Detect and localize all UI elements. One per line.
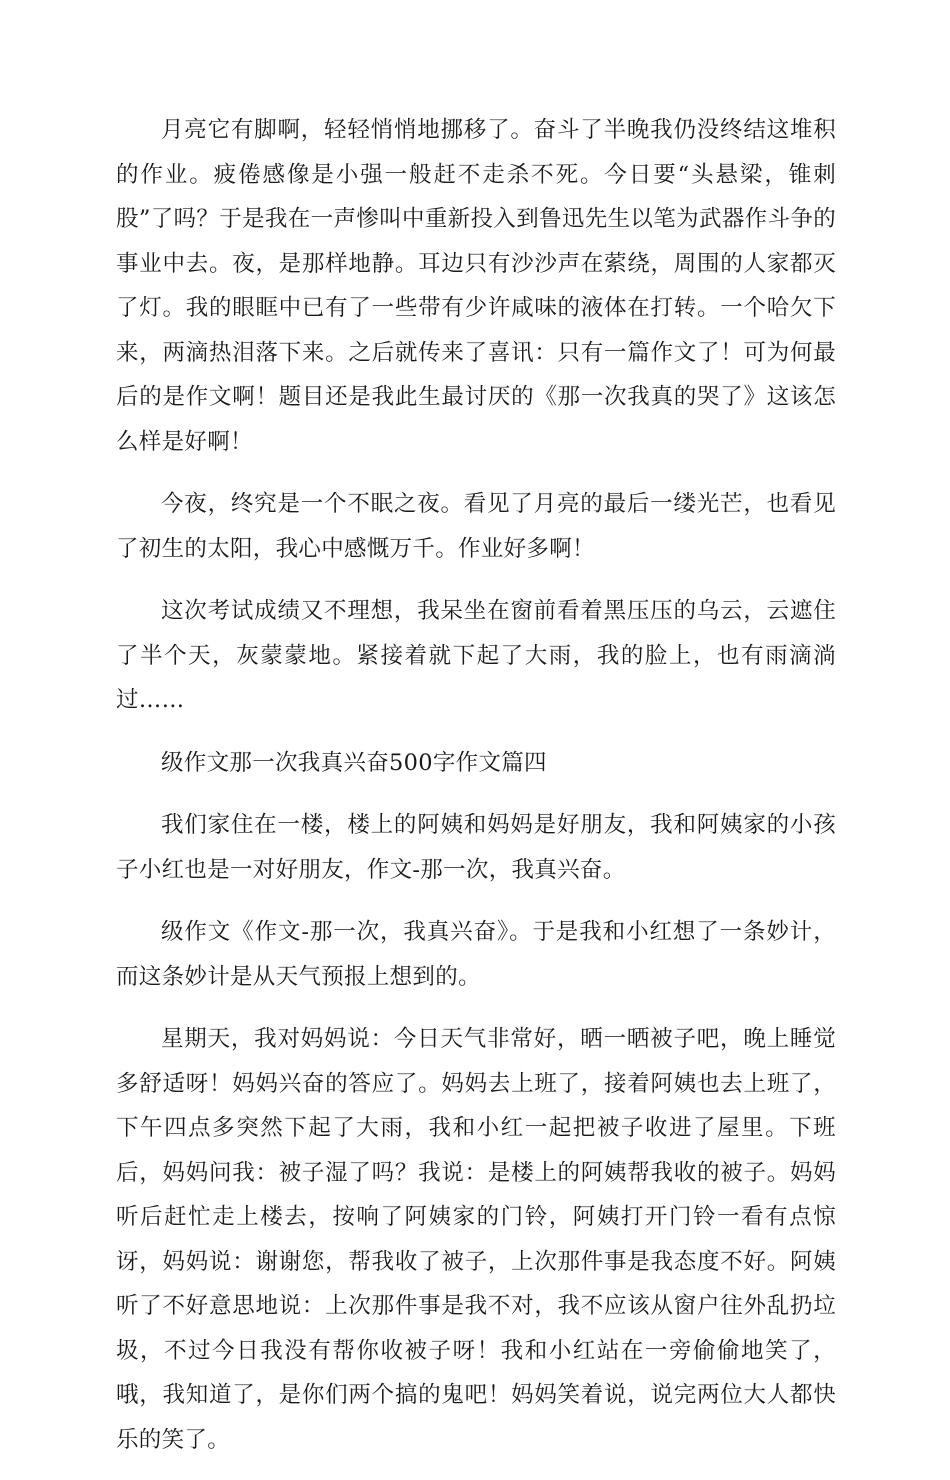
document-body	[116, 108, 836, 1480]
section-heading: 级作文那一次我真兴奋500字作文篇四	[161, 749, 547, 776]
paragraph-plan: 级作文《作文-那一次，我真兴奋》。于是我和小红想了一条妙计，而这条妙计是从天气预报上想到的。	[116, 919, 836, 990]
paragraph-sleepless-night: 今夜，终究是一个不眠之夜。看见了月亮的最后一缕光芒，也看见了初生的太阳，我心中感慨万千。作业好多啊！	[116, 491, 836, 562]
paragraph-sunday-story: 星期天，我对妈妈说：今日天气非常好，晒一晒被子吧，晚上睡觉多舒适呀！妈妈兴奋的答应了。妈妈去上班了，接着阿姨也去上班了，下午四点多突然下起了大雨，我和小红一起把被子收进了屋里。下班后，妈妈问我：被子湿了吗？我说：是楼上的阿姨帮我收的被子。妈妈听后赶忙走上楼去，按响了阿姨家的门铃，阿姨打开门铃一看有点惊讶，妈妈说：谢谢您，帮我收了被子，上次那件事是我态度不好。阿姨听了不好意思地说：上次那件事是我不对，我不应该从窗户往外乱扔垃圾，不过今日我没有帮你收被子呀！我和小红站在一旁偷偷地笑了，哦，我知道了，是你们两个搞的鬼吧！妈妈笑着说，说完两位大人都快乐的笑了。	[116, 1026, 836, 1453]
paragraph-moon-homework: 月亮它有脚啊，轻轻悄悄地挪移了。奋斗了半晚我仍没终结这堆积的作业。疲倦感像是小强一般赶不走杀不死。今日要“头悬梁，锥刺股”了吗？于是我在一声惨叫中重新投入到鲁迅先生以笔为武器作斗争的事业中去。夜，是那样地静。耳边只有沙沙声在萦绕，周围的人家都灭了灯。我的眼眶中已有了一些带有少许咸味的液体在打转。一个哈欠下来，两滴热泪落下来。之后就传来了喜讯：只有一篇作文了！可为何最后的是作文啊！题目还是我此生最讨厌的《那一次我真的哭了》这该怎么样是好啊！	[116, 117, 836, 455]
paragraph-exam-rain: 这次考试成绩又不理想，我呆坐在窗前看着黑压压的乌云，云遮住了半个天，灰蒙蒙地。紧接着就下起了大雨，我的脸上，也有雨滴淌过……	[116, 598, 836, 713]
paragraph-neighbors: 我们家住在一楼，楼上的阿姨和妈妈是好朋友，我和阿姨家的小孩子小红也是一对好朋友，作文-那一次，我真兴奋。	[116, 812, 836, 883]
